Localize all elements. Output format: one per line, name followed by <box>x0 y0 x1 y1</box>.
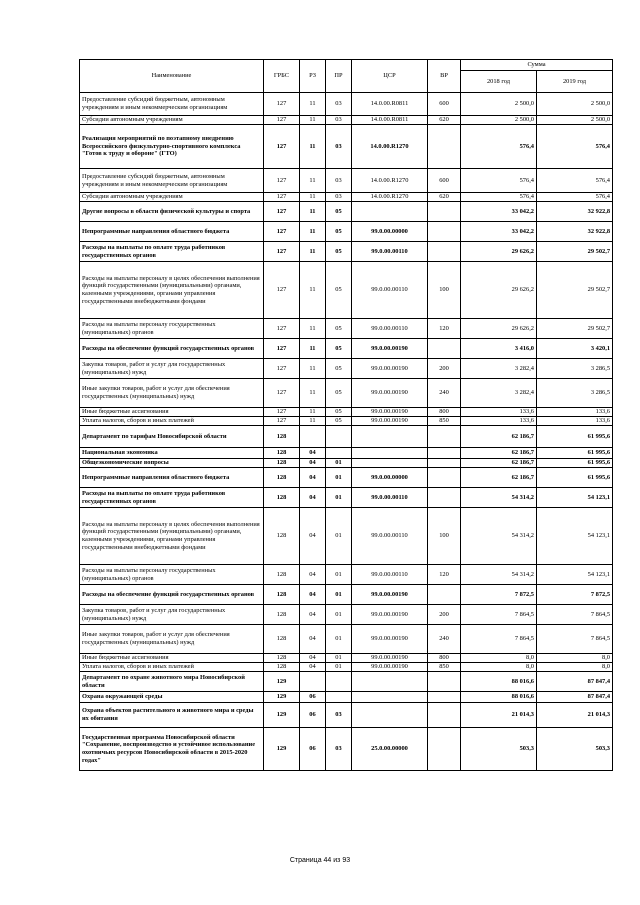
row-value-2019: 29 502,7 <box>537 262 613 319</box>
row-pr: 05 <box>326 262 352 319</box>
row-pr: 01 <box>326 625 352 654</box>
row-csr: 99.0.00.00110 <box>352 319 428 339</box>
row-value-2019: 7 872,5 <box>537 585 613 605</box>
row-csr: 99.0.00.00190 <box>352 379 428 408</box>
row-grbs: 129 <box>264 672 300 692</box>
row-rz: 04 <box>300 468 326 488</box>
row-name: Субсидии автономным учреждениям <box>80 193 264 202</box>
row-grbs: 128 <box>264 448 300 459</box>
row-grbs: 128 <box>264 426 300 448</box>
table-row <box>80 93 613 116</box>
row-grbs: 127 <box>264 339 300 359</box>
row-pr: 01 <box>326 488 352 508</box>
row-pr <box>326 426 352 448</box>
row-vr <box>428 448 461 459</box>
table-row <box>80 585 613 605</box>
row-csr: 99.0.00.00190 <box>352 654 428 663</box>
row-csr <box>352 703 428 728</box>
row-value-2018: 7 864,5 <box>461 605 537 625</box>
row-name: Непрограммные направления областного бюджета <box>80 468 264 488</box>
row-value-2018: 7 872,5 <box>461 585 537 605</box>
row-vr: 800 <box>428 654 461 663</box>
row-name: Иные бюджетные ассигнования <box>80 408 264 417</box>
row-value-2018: 54 314,2 <box>461 508 537 565</box>
row-pr <box>326 672 352 692</box>
row-value-2019: 8,0 <box>537 663 613 672</box>
row-name: Общеэкономические вопросы <box>80 459 264 468</box>
row-value-2018: 88 016,6 <box>461 672 537 692</box>
row-vr <box>428 222 461 242</box>
row-rz: 11 <box>300 193 326 202</box>
row-value-2018: 54 314,2 <box>461 488 537 508</box>
row-vr: 600 <box>428 93 461 116</box>
row-value-2018: 503,3 <box>461 728 537 771</box>
row-grbs: 128 <box>264 468 300 488</box>
row-csr: 99.0.00.00110 <box>352 262 428 319</box>
row-pr: 05 <box>326 242 352 262</box>
row-value-2018: 3 416,0 <box>461 339 537 359</box>
row-vr <box>428 672 461 692</box>
row-name: Департамент по охране животного мира Новосибирской области <box>80 672 264 692</box>
row-csr: 99.0.00.00190 <box>352 605 428 625</box>
row-vr: 850 <box>428 663 461 672</box>
row-grbs: 127 <box>264 93 300 116</box>
row-csr: 99.0.00.00110 <box>352 242 428 262</box>
row-pr: 03 <box>326 193 352 202</box>
row-rz: 11 <box>300 242 326 262</box>
row-value-2018: 29 626,2 <box>461 242 537 262</box>
row-rz: 04 <box>300 508 326 565</box>
row-vr <box>428 468 461 488</box>
row-csr <box>352 672 428 692</box>
row-pr: 01 <box>326 508 352 565</box>
row-value-2019: 3 286,5 <box>537 379 613 408</box>
row-pr: 01 <box>326 585 352 605</box>
row-csr: 99.0.00.00190 <box>352 417 428 426</box>
header-year-2018: 2018 год <box>461 71 537 93</box>
row-vr: 100 <box>428 508 461 565</box>
row-value-2019: 8,0 <box>537 654 613 663</box>
row-pr <box>326 692 352 703</box>
table-row <box>80 448 613 459</box>
row-grbs: 127 <box>264 262 300 319</box>
table-row <box>80 728 613 771</box>
row-grbs: 127 <box>264 222 300 242</box>
row-value-2018: 576,4 <box>461 169 537 193</box>
header-pr: ПР <box>326 60 352 93</box>
row-name: Департамент по тарифам Новосибирской области <box>80 426 264 448</box>
row-csr: 99.0.00.00190 <box>352 339 428 359</box>
row-value-2019: 54 123,1 <box>537 508 613 565</box>
row-grbs: 127 <box>264 417 300 426</box>
row-vr: 620 <box>428 193 461 202</box>
row-value-2019: 61 995,6 <box>537 459 613 468</box>
row-grbs: 128 <box>264 565 300 585</box>
row-value-2018: 133,6 <box>461 417 537 426</box>
row-name: Расходы на выплаты персоналу в целях обеспечения выполнения функций государственными (муниципальными) органами, казенными учреждениями, органами управления государственными внебюджетными фондами <box>80 508 264 565</box>
row-rz: 04 <box>300 585 326 605</box>
row-vr <box>428 202 461 222</box>
row-vr <box>428 692 461 703</box>
row-rz <box>300 426 326 448</box>
row-value-2018: 576,4 <box>461 193 537 202</box>
row-vr: 200 <box>428 605 461 625</box>
row-name: Субсидии автономным учреждениям <box>80 116 264 125</box>
row-rz: 04 <box>300 654 326 663</box>
row-grbs: 127 <box>264 202 300 222</box>
row-pr: 05 <box>326 408 352 417</box>
row-rz: 04 <box>300 488 326 508</box>
row-vr: 120 <box>428 565 461 585</box>
row-grbs: 128 <box>264 663 300 672</box>
table-row <box>80 242 613 262</box>
row-rz: 11 <box>300 417 326 426</box>
row-csr: 14.0.00.R1270 <box>352 193 428 202</box>
row-value-2019: 32 922,8 <box>537 222 613 242</box>
row-name: Уплата налогов, сборов и иных платежей <box>80 663 264 672</box>
row-name: Непрограммные направления областного бюджета <box>80 222 264 242</box>
row-pr: 03 <box>326 116 352 125</box>
row-rz: 04 <box>300 625 326 654</box>
table-row <box>80 605 613 625</box>
row-value-2018: 62 186,7 <box>461 426 537 448</box>
table-row <box>80 468 613 488</box>
row-pr: 03 <box>326 703 352 728</box>
row-pr: 05 <box>326 417 352 426</box>
row-rz: 04 <box>300 663 326 672</box>
row-csr: 99.0.00.00110 <box>352 488 428 508</box>
row-pr: 05 <box>326 339 352 359</box>
row-vr: 100 <box>428 262 461 319</box>
row-csr: 99.0.00.00000 <box>352 468 428 488</box>
row-rz: 04 <box>300 565 326 585</box>
row-name: Закупка товаров, работ и услуг для государственных (муниципальных) нужд <box>80 359 264 379</box>
row-pr: 01 <box>326 468 352 488</box>
table-row <box>80 339 613 359</box>
header-vr: ВР <box>428 60 461 93</box>
table-row <box>80 379 613 408</box>
row-value-2018: 8,0 <box>461 663 537 672</box>
row-rz: 11 <box>300 93 326 116</box>
row-grbs: 127 <box>264 242 300 262</box>
row-value-2018: 8,0 <box>461 654 537 663</box>
row-name: Национальная экономика <box>80 448 264 459</box>
budget-table <box>79 59 613 771</box>
row-value-2018: 62 186,7 <box>461 459 537 468</box>
row-value-2018: 62 186,7 <box>461 448 537 459</box>
row-name: Расходы на выплаты персоналу государственных (муниципальных) органов <box>80 319 264 339</box>
row-rz <box>300 672 326 692</box>
table-row <box>80 488 613 508</box>
row-value-2019: 29 502,7 <box>537 319 613 339</box>
row-value-2018: 33 042,2 <box>461 202 537 222</box>
row-vr: 240 <box>428 625 461 654</box>
row-name: Иные бюджетные ассигнования <box>80 654 264 663</box>
row-csr: 14.0.00.R1270 <box>352 125 428 169</box>
row-value-2019: 2 500,0 <box>537 116 613 125</box>
row-value-2018: 2 500,0 <box>461 116 537 125</box>
row-pr: 05 <box>326 202 352 222</box>
row-csr: 99.0.00.00110 <box>352 508 428 565</box>
row-value-2018: 133,6 <box>461 408 537 417</box>
row-value-2019: 29 502,7 <box>537 242 613 262</box>
row-csr <box>352 459 428 468</box>
header-sum: Сумма <box>461 60 613 71</box>
budget-table-container <box>79 59 612 771</box>
row-csr: 99.0.00.00190 <box>352 663 428 672</box>
row-value-2018: 2 500,0 <box>461 93 537 116</box>
row-vr <box>428 242 461 262</box>
row-value-2019: 133,6 <box>537 417 613 426</box>
row-rz: 11 <box>300 339 326 359</box>
row-rz: 04 <box>300 459 326 468</box>
row-name: Расходы на выплаты по оплате труда работников государственных органов <box>80 488 264 508</box>
table-row <box>80 116 613 125</box>
table-row <box>80 625 613 654</box>
header-name: Наименование <box>80 60 264 93</box>
header-grbs: ГРБС <box>264 60 300 93</box>
row-pr: 05 <box>326 379 352 408</box>
row-pr: 01 <box>326 565 352 585</box>
row-pr: 05 <box>326 222 352 242</box>
table-row <box>80 703 613 728</box>
table-row <box>80 193 613 202</box>
row-value-2019: 3 420,1 <box>537 339 613 359</box>
row-vr <box>428 459 461 468</box>
row-name: Реализация мероприятий по поэтапному внедрению Всероссийского физкультурно-спортивного комплекса "Готов к труду и обороне" (ГТО) <box>80 125 264 169</box>
row-grbs: 127 <box>264 169 300 193</box>
row-vr <box>428 125 461 169</box>
table-row <box>80 565 613 585</box>
row-vr: 620 <box>428 116 461 125</box>
row-grbs: 127 <box>264 116 300 125</box>
row-vr: 200 <box>428 359 461 379</box>
row-csr: 99.0.00.00000 <box>352 222 428 242</box>
row-vr: 120 <box>428 319 461 339</box>
row-value-2019: 87 847,4 <box>537 672 613 692</box>
row-value-2019: 133,6 <box>537 408 613 417</box>
table-row <box>80 672 613 692</box>
row-value-2018: 54 314,2 <box>461 565 537 585</box>
row-csr: 99.0.00.00190 <box>352 585 428 605</box>
row-grbs: 127 <box>264 379 300 408</box>
row-name: Иные закупки товаров, работ и услуг для обеспечения государственных (муниципальных) нужд <box>80 379 264 408</box>
header-year-2019: 2019 год <box>537 71 613 93</box>
table-row <box>80 222 613 242</box>
row-value-2018: 33 042,2 <box>461 222 537 242</box>
row-value-2018: 21 014,3 <box>461 703 537 728</box>
row-grbs: 127 <box>264 319 300 339</box>
table-row <box>80 417 613 426</box>
row-csr: 99.0.00.00190 <box>352 625 428 654</box>
table-row <box>80 692 613 703</box>
table-row <box>80 426 613 448</box>
row-rz: 11 <box>300 379 326 408</box>
row-rz: 06 <box>300 703 326 728</box>
row-name: Расходы на выплаты по оплате труда работников государственных органов <box>80 242 264 262</box>
row-value-2019: 21 014,3 <box>537 703 613 728</box>
row-grbs: 129 <box>264 703 300 728</box>
row-rz: 11 <box>300 262 326 319</box>
row-value-2019: 54 123,1 <box>537 565 613 585</box>
row-csr: 14.0.00.R1270 <box>352 169 428 193</box>
row-grbs: 127 <box>264 408 300 417</box>
table-row <box>80 459 613 468</box>
row-value-2018: 29 626,2 <box>461 319 537 339</box>
row-value-2019: 503,3 <box>537 728 613 771</box>
row-value-2018: 3 282,4 <box>461 359 537 379</box>
table-row <box>80 654 613 663</box>
row-value-2018: 7 864,5 <box>461 625 537 654</box>
row-value-2019: 61 995,6 <box>537 468 613 488</box>
row-value-2018: 576,4 <box>461 125 537 169</box>
row-vr <box>428 426 461 448</box>
row-value-2019: 61 995,6 <box>537 448 613 459</box>
row-value-2019: 54 123,1 <box>537 488 613 508</box>
row-rz: 11 <box>300 202 326 222</box>
row-pr: 03 <box>326 169 352 193</box>
row-grbs: 128 <box>264 585 300 605</box>
row-pr: 01 <box>326 605 352 625</box>
row-pr: 01 <box>326 654 352 663</box>
row-value-2019: 61 995,6 <box>537 426 613 448</box>
row-pr: 01 <box>326 663 352 672</box>
row-grbs: 128 <box>264 605 300 625</box>
row-pr: 05 <box>326 359 352 379</box>
row-vr: 800 <box>428 408 461 417</box>
row-name: Закупка товаров, работ и услуг для государственных (муниципальных) нужд <box>80 605 264 625</box>
row-name: Предоставление субсидий бюджетным, автономным учреждениям и иным некоммерческим организациям <box>80 93 264 116</box>
row-csr <box>352 426 428 448</box>
row-rz: 11 <box>300 116 326 125</box>
row-csr: 14.0.00.R0811 <box>352 116 428 125</box>
row-name: Иные закупки товаров, работ и услуг для обеспечения государственных (муниципальных) нужд <box>80 625 264 654</box>
row-csr: 99.0.00.00190 <box>352 408 428 417</box>
row-name: Расходы на выплаты персоналу в целях обеспечения выполнения функций государственными (муниципальными) органами, казенными учреждениями, органами управления государственными внебюджетными фондами <box>80 262 264 319</box>
row-name: Расходы на обеспечение функций государственных органов <box>80 585 264 605</box>
row-rz: 06 <box>300 692 326 703</box>
row-csr <box>352 448 428 459</box>
row-vr <box>428 728 461 771</box>
row-value-2019: 7 864,5 <box>537 625 613 654</box>
row-grbs: 128 <box>264 625 300 654</box>
header-rz: РЗ <box>300 60 326 93</box>
row-rz: 11 <box>300 222 326 242</box>
row-rz: 11 <box>300 319 326 339</box>
row-rz: 04 <box>300 448 326 459</box>
page-number: Страница 44 из 93 <box>289 857 351 864</box>
row-name: Расходы на выплаты персоналу государственных (муниципальных) органов <box>80 565 264 585</box>
row-grbs: 128 <box>264 654 300 663</box>
row-pr: 03 <box>326 728 352 771</box>
table-body <box>80 93 613 771</box>
row-value-2019: 576,4 <box>537 169 613 193</box>
row-value-2019: 3 286,5 <box>537 359 613 379</box>
row-vr <box>428 339 461 359</box>
row-csr <box>352 692 428 703</box>
row-csr: 25.0.00.00000 <box>352 728 428 771</box>
row-grbs: 129 <box>264 692 300 703</box>
row-name: Предоставление субсидий бюджетным, автономным учреждениям и иным некоммерческим организациям <box>80 169 264 193</box>
row-value-2019: 87 847,4 <box>537 692 613 703</box>
row-csr: 99.0.00.00110 <box>352 565 428 585</box>
row-grbs: 127 <box>264 193 300 202</box>
header-csr: ЦСР <box>352 60 428 93</box>
row-value-2018: 88 016,6 <box>461 692 537 703</box>
row-pr: 01 <box>326 459 352 468</box>
row-csr <box>352 202 428 222</box>
row-name: Уплата налогов, сборов и иных платежей <box>80 417 264 426</box>
row-grbs: 128 <box>264 488 300 508</box>
row-rz: 11 <box>300 125 326 169</box>
row-pr: 05 <box>326 319 352 339</box>
row-pr <box>326 448 352 459</box>
row-rz: 11 <box>300 408 326 417</box>
row-value-2019: 32 922,8 <box>537 202 613 222</box>
row-rz: 04 <box>300 605 326 625</box>
row-pr: 03 <box>326 93 352 116</box>
row-vr <box>428 488 461 508</box>
table-row <box>80 508 613 565</box>
row-name: Охрана окружающей среды <box>80 692 264 703</box>
row-name: Охрана объектов растительного и животного мира и среды их обитания <box>80 703 264 728</box>
row-rz: 11 <box>300 169 326 193</box>
row-csr: 99.0.00.00190 <box>352 359 428 379</box>
row-grbs: 129 <box>264 728 300 771</box>
row-pr: 03 <box>326 125 352 169</box>
row-rz: 06 <box>300 728 326 771</box>
row-value-2019: 7 864,5 <box>537 605 613 625</box>
row-value-2019: 576,4 <box>537 125 613 169</box>
table-row <box>80 169 613 193</box>
row-value-2018: 29 626,2 <box>461 262 537 319</box>
table-row <box>80 408 613 417</box>
row-vr: 240 <box>428 379 461 408</box>
table-row <box>80 319 613 339</box>
table-row <box>80 359 613 379</box>
row-vr <box>428 703 461 728</box>
row-value-2018: 3 282,4 <box>461 379 537 408</box>
row-csr: 14.0.00.R0811 <box>352 93 428 116</box>
row-vr: 600 <box>428 169 461 193</box>
row-vr: 850 <box>428 417 461 426</box>
table-row <box>80 262 613 319</box>
row-grbs: 127 <box>264 125 300 169</box>
row-grbs: 128 <box>264 508 300 565</box>
table-row <box>80 125 613 169</box>
row-grbs: 127 <box>264 359 300 379</box>
table-row <box>80 663 613 672</box>
row-rz: 11 <box>300 359 326 379</box>
row-name: Государственная программа Новосибирской области "Сохранение, воспроизводство и устойчивое использование охотничьих ресурсов Новосибирской области в 2015-2020 годах" <box>80 728 264 771</box>
row-vr <box>428 585 461 605</box>
table-row <box>80 202 613 222</box>
row-value-2019: 2 500,0 <box>537 93 613 116</box>
row-name: Другие вопросы в области физической культуры и спорта <box>80 202 264 222</box>
row-value-2019: 576,4 <box>537 193 613 202</box>
row-grbs: 128 <box>264 459 300 468</box>
row-name: Расходы на обеспечение функций государственных органов <box>80 339 264 359</box>
row-value-2018: 62 186,7 <box>461 468 537 488</box>
